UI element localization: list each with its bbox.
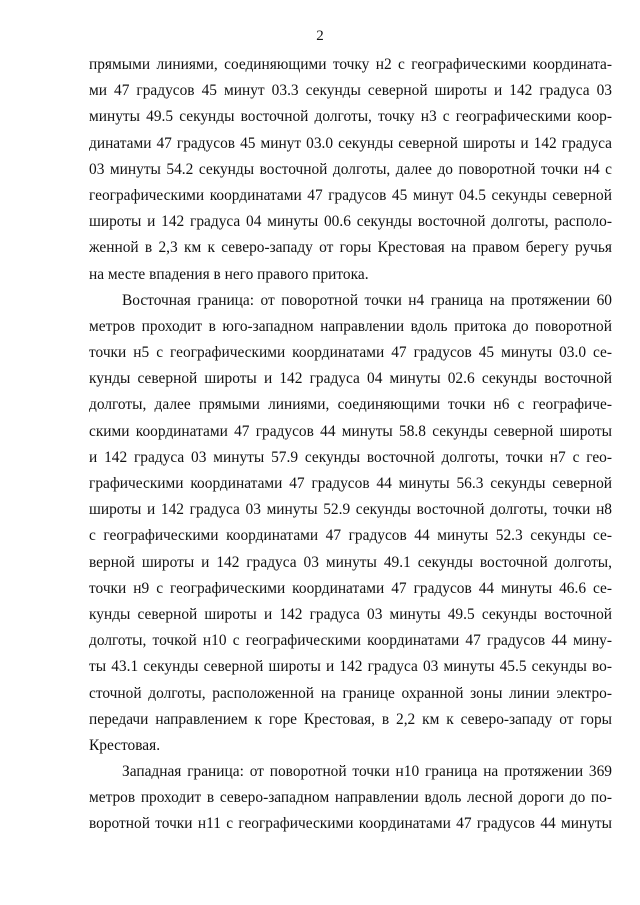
text-line: Западная граница: от поворотной точки н10 граница на протяжении 369: [122, 763, 612, 781]
text-line: передачи направлением к горе Крестовая, в 2,2 км к северо-западу от горы: [89, 710, 612, 728]
text-line: точки н9 с географическими координатами 47 градусов 44 минуты 46.6 се-: [89, 579, 612, 597]
text-line: точки н5 с географическими координатами 47 градусов 45 минуты 03.0 се-: [89, 344, 612, 362]
text-line: долготы, далее прямыми линиями, соединяющими точки н6 с географиче-: [89, 396, 612, 414]
text-line: прямыми линиями, соединяющими точку н2 с географическими координата-: [89, 56, 612, 73]
text-line: широты и 142 градуса 03 минуты 52.9 секунды восточной долготы, точки н8: [89, 501, 612, 519]
text-line: метров проходит в северо-западном направлении вдоль лесной дороги до по-: [89, 789, 612, 807]
text-line: минуты 49.5 секунды восточной долготы, точку н3 с географическими коор-: [89, 108, 612, 126]
text-line: широты и 142 градуса 04 минуты 00.6 секунды восточной долготы, располо-: [89, 213, 612, 231]
text-line: кунды северной широты и 142 градуса 04 минуты 02.6 секунды восточной: [89, 370, 612, 388]
text-line: графическими координатами 47 градусов 44 минуты 56.3 секунды северной: [89, 475, 612, 492]
text-line: Крестовая.: [89, 736, 161, 754]
text-line: воротной точки н11 с географическими координатами 47 градусов 44 минуты: [89, 815, 612, 833]
text-line: ми 47 градусов 45 минут 03.3 секунды северной широты и 142 градуса 03: [89, 82, 612, 100]
text-line: скими координатами 47 градусов 44 минуты 58.8 секунды северной широты: [89, 422, 612, 440]
text-line: кунды северной широты и 142 градуса 03 минуты 49.5 секунды восточной: [89, 605, 612, 623]
text-line: метров проходит в юго-западном направлении вдоль притока до поворотной: [89, 317, 612, 335]
text-line: Восточная граница: от поворотной точки н4 граница на протяжении 60: [122, 291, 612, 309]
text-line: верной широты и 142 градуса 03 минуты 49.1 секунды восточной долготы,: [89, 553, 612, 571]
text-line: с географическими координатами 47 градусов 44 минуты 52.3 секунды се-: [89, 527, 612, 545]
text-line: 03 минуты 54.2 секунды восточной долготы, далее до поворотной точки н4 с: [89, 160, 612, 178]
text-line: и 142 градуса 03 минуты 57.9 секунды восточной долготы, точки н7 с гео-: [89, 448, 612, 466]
text-line: ты 43.1 секунды северной широты и 142 градуса 03 минуты 45.5 секунды во-: [89, 658, 612, 676]
text-line: женной в 2,3 км к северо-западу от горы Крестовая на правом берегу ручья: [89, 239, 612, 257]
text-line: долготы, точкой н10 с географическими координатами 47 градусов 44 мину-: [89, 632, 612, 650]
text-line: географическими координатами 47 градусов 45 минут 04.5 секунды северной: [89, 186, 612, 204]
text-line: на месте впадения в него правого притока.: [89, 265, 369, 283]
page-number: 2: [316, 28, 324, 44]
document-body: [89, 52, 612, 838]
text-line: сточной долготы, расположенной на границе охранной зоны линии электро-: [89, 684, 612, 702]
text-line: динатами 47 градусов 45 минут 03.0 секунды северной широты и 142 градуса: [89, 134, 612, 152]
